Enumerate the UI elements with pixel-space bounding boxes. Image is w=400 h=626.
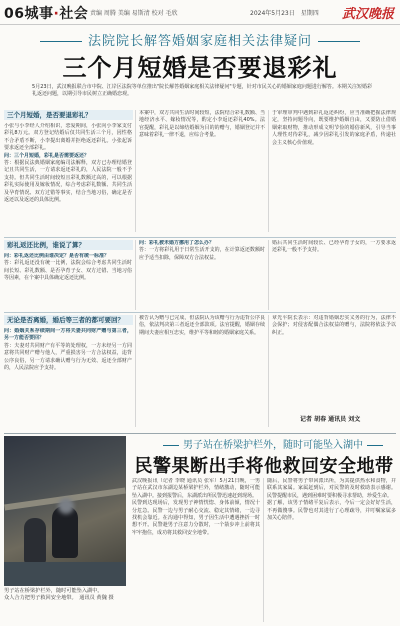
article-column: 问：彩礼返还比例由谁决定？是否有统一标准？ 答：彩礼返还没有统一比例，法院会综合考虑共同生活时间长短、彩礼数额、是否孕育子女、双方过错、当地习俗等因素，在个案中具体确定返还比例。 [4, 253, 132, 282]
column-divider [135, 240, 136, 310]
column-divider [135, 315, 136, 427]
issue-date: 2024年5月23日 星期四 [250, 10, 319, 17]
article-column: 婚后共同生活时间较长、已经孕育子女的，一方要求返还彩礼一般不予支持。 [272, 240, 396, 254]
article-column: 章光平院长表示：对违背婚姻忠实义务的行为，法律不会保护；对侵害配偶合法权益的赠与，法院将依法予以纠正。 [272, 315, 396, 336]
column-divider [263, 478, 264, 622]
story1-headline: 三个月短婚是否要退彩礼 [62, 54, 338, 82]
column-divider [268, 110, 269, 232]
article-column: 问：婚姻关系存续期间一方将夫妻共同财产赠与第三者，另一方能否要回？ 答：夫妻对共同财产有平等的处理权，一方未经另一方同意将共同财产赠与他人，严重损害另一方合法权益，违背公序良俗，另一方请求确认赠与行为无效、返还全部财产的，人民法院应予支持。 [4, 328, 132, 372]
subhead-rule [367, 445, 383, 446]
article-column: 随后，民警将男子带回派出所，为其提供热水和食物，并联系其家属。家属赶到后，对民警的及时救助表示感谢。民警提醒市民，遇到困难时要积极寻求帮助，珍爱生命。 据了解，该男子情绪平复后表示，今后一定会好好生活，不再做傻事。民警也对其进行了心理疏导，并叮嘱家属多加关心陪伴。 [267, 478, 396, 522]
masthead [0, 0, 400, 25]
section-title: 06城事·社会 [4, 6, 89, 22]
article-column: 本案中，双方共同生活时间较短，法院结合彩礼数额、当地经济水平、嫁妆情况等，酌定小李返还彩礼40%。法官提醒，彩礼是以缔结婚姻为目的的赠与，婚姻登记并不意味着彩礼一律不退，应综合考量。 [139, 110, 265, 139]
topic-heading: 三个月短婚，是否要退彩礼？ [4, 110, 133, 120]
article-column: 小张与小李经人介绍相识，恋爱期间，小张向小李家支付彩礼8万元。双方登记结婚后仅共同生活三个月，因性格不合矛盾不断，小李提出离婚并拒绝返还彩礼。小张起诉要求返还全部彩礼。 问：三个月短婚，彩礼是否需要返还？ 答：根据民法典婚姻家庭编司法解释，双方已办理结婚登记且共同生活，一方请求返还彩礼的，人民法院一般不予支持。但共同生活时间较短且彩礼数额过高的，可以根据彩礼实际使用及嫁妆情况，综合考虑彩礼数额、共同生活及孕育情况、双方过错等事实，结合当地习俗，确定是否返还以及返还的具体比例。 [4, 123, 132, 204]
article-column: 于审理审判中遇到彩礼返还纠纷，应当准确把握法律规定，坚持问题导向，既要维护婚姻自由，又要防止借婚姻索取财物，推动形成文明节俭的婚俗新风，引导当事人理性对待彩礼，减少因彩礼引发的家庭矛盾，传递社会主义核心价值观。 [272, 110, 396, 146]
newspaper-logo: 武汉晚报 [341, 7, 394, 22]
section-rule [4, 312, 396, 313]
column-divider [268, 240, 269, 310]
column-divider [268, 315, 269, 427]
topic-heading: 彩礼返还比例，谁说了算？ [4, 240, 133, 250]
editors-line: 责编 周腾 美编 易斯清 校对 毛欣 [90, 10, 178, 17]
article-column: 被告认为赠与已完成，但法院认为该赠与行为违背公序良俗，依法判决第三者返还全部款项。法官提醒，婚姻存续期间夫妻应相互忠实，维护平等和睦的婚姻家庭关系。 [139, 315, 265, 336]
kicker-rule [318, 41, 360, 42]
topic-heading: 无论是否离婚，婚后等三者的都可要回？ [4, 315, 133, 325]
news-photo [4, 436, 126, 586]
story2-headline: 民警果断出手将他救回安全地带 [134, 456, 394, 477]
police-figure [24, 518, 46, 564]
blurred-face [58, 498, 74, 514]
column-divider [135, 110, 136, 232]
story-divider [4, 433, 396, 434]
subhead-rule [163, 445, 179, 446]
kicker-rule [40, 41, 82, 42]
article-column: 武汉晚报讯（记者 李晓 通讯员 张军）5月21日晚，一男子站在武汉市东湖边某桥梁护栏外，情绪激动，随时可能坠入湖中。接到报警后，东湖派出所民警迅速赶到现场。 民警到达现场后，发现男子神情恍惚、身体前倾，情况十分危急。民警一边与男子耐心交流、稳定其情绪，一边寻找机会靠近。在沟通中得知，男子因生活中遭遇挫折一时想不开。民警趁男子注意力分散时，一个箭步冲上前将其牢牢抱住，成功将其救回安全地带。 [132, 478, 260, 536]
story1-kicker: 法院院长解答婚姻家庭相关法律疑问 [0, 30, 400, 49]
story2-subhead: 男子站在桥梁护栏外，随时可能坠入湖中 [150, 436, 396, 451]
story1-byline: 记者 胡春 通讯员 刘文 [300, 416, 361, 423]
photo-caption: 男子站在桥梁护栏外，随时可能坠入湖中。 众人合力把男子救回安全地带。 通讯员 黄魏 摄 [4, 588, 114, 601]
lake-water [4, 562, 126, 586]
section-rule [4, 237, 396, 238]
article-column: 问：彩礼被未婚方挪用了怎么办？ 答：一方将彩礼用于日常生活开支的，在计算返还数额时应予适当扣除，保障双方合法权益。 [139, 240, 265, 261]
story1-lead: 5月23日，武汉晚报联合市中院、江岸区法院等单位推出"院长解答婚姻家庭相关法律疑问"专题，针对市民关心的婚姻家庭问题进行解答。本期关注短婚彩礼返还问题，以期引导市民树立正确婚恋观。 [32, 84, 372, 97]
